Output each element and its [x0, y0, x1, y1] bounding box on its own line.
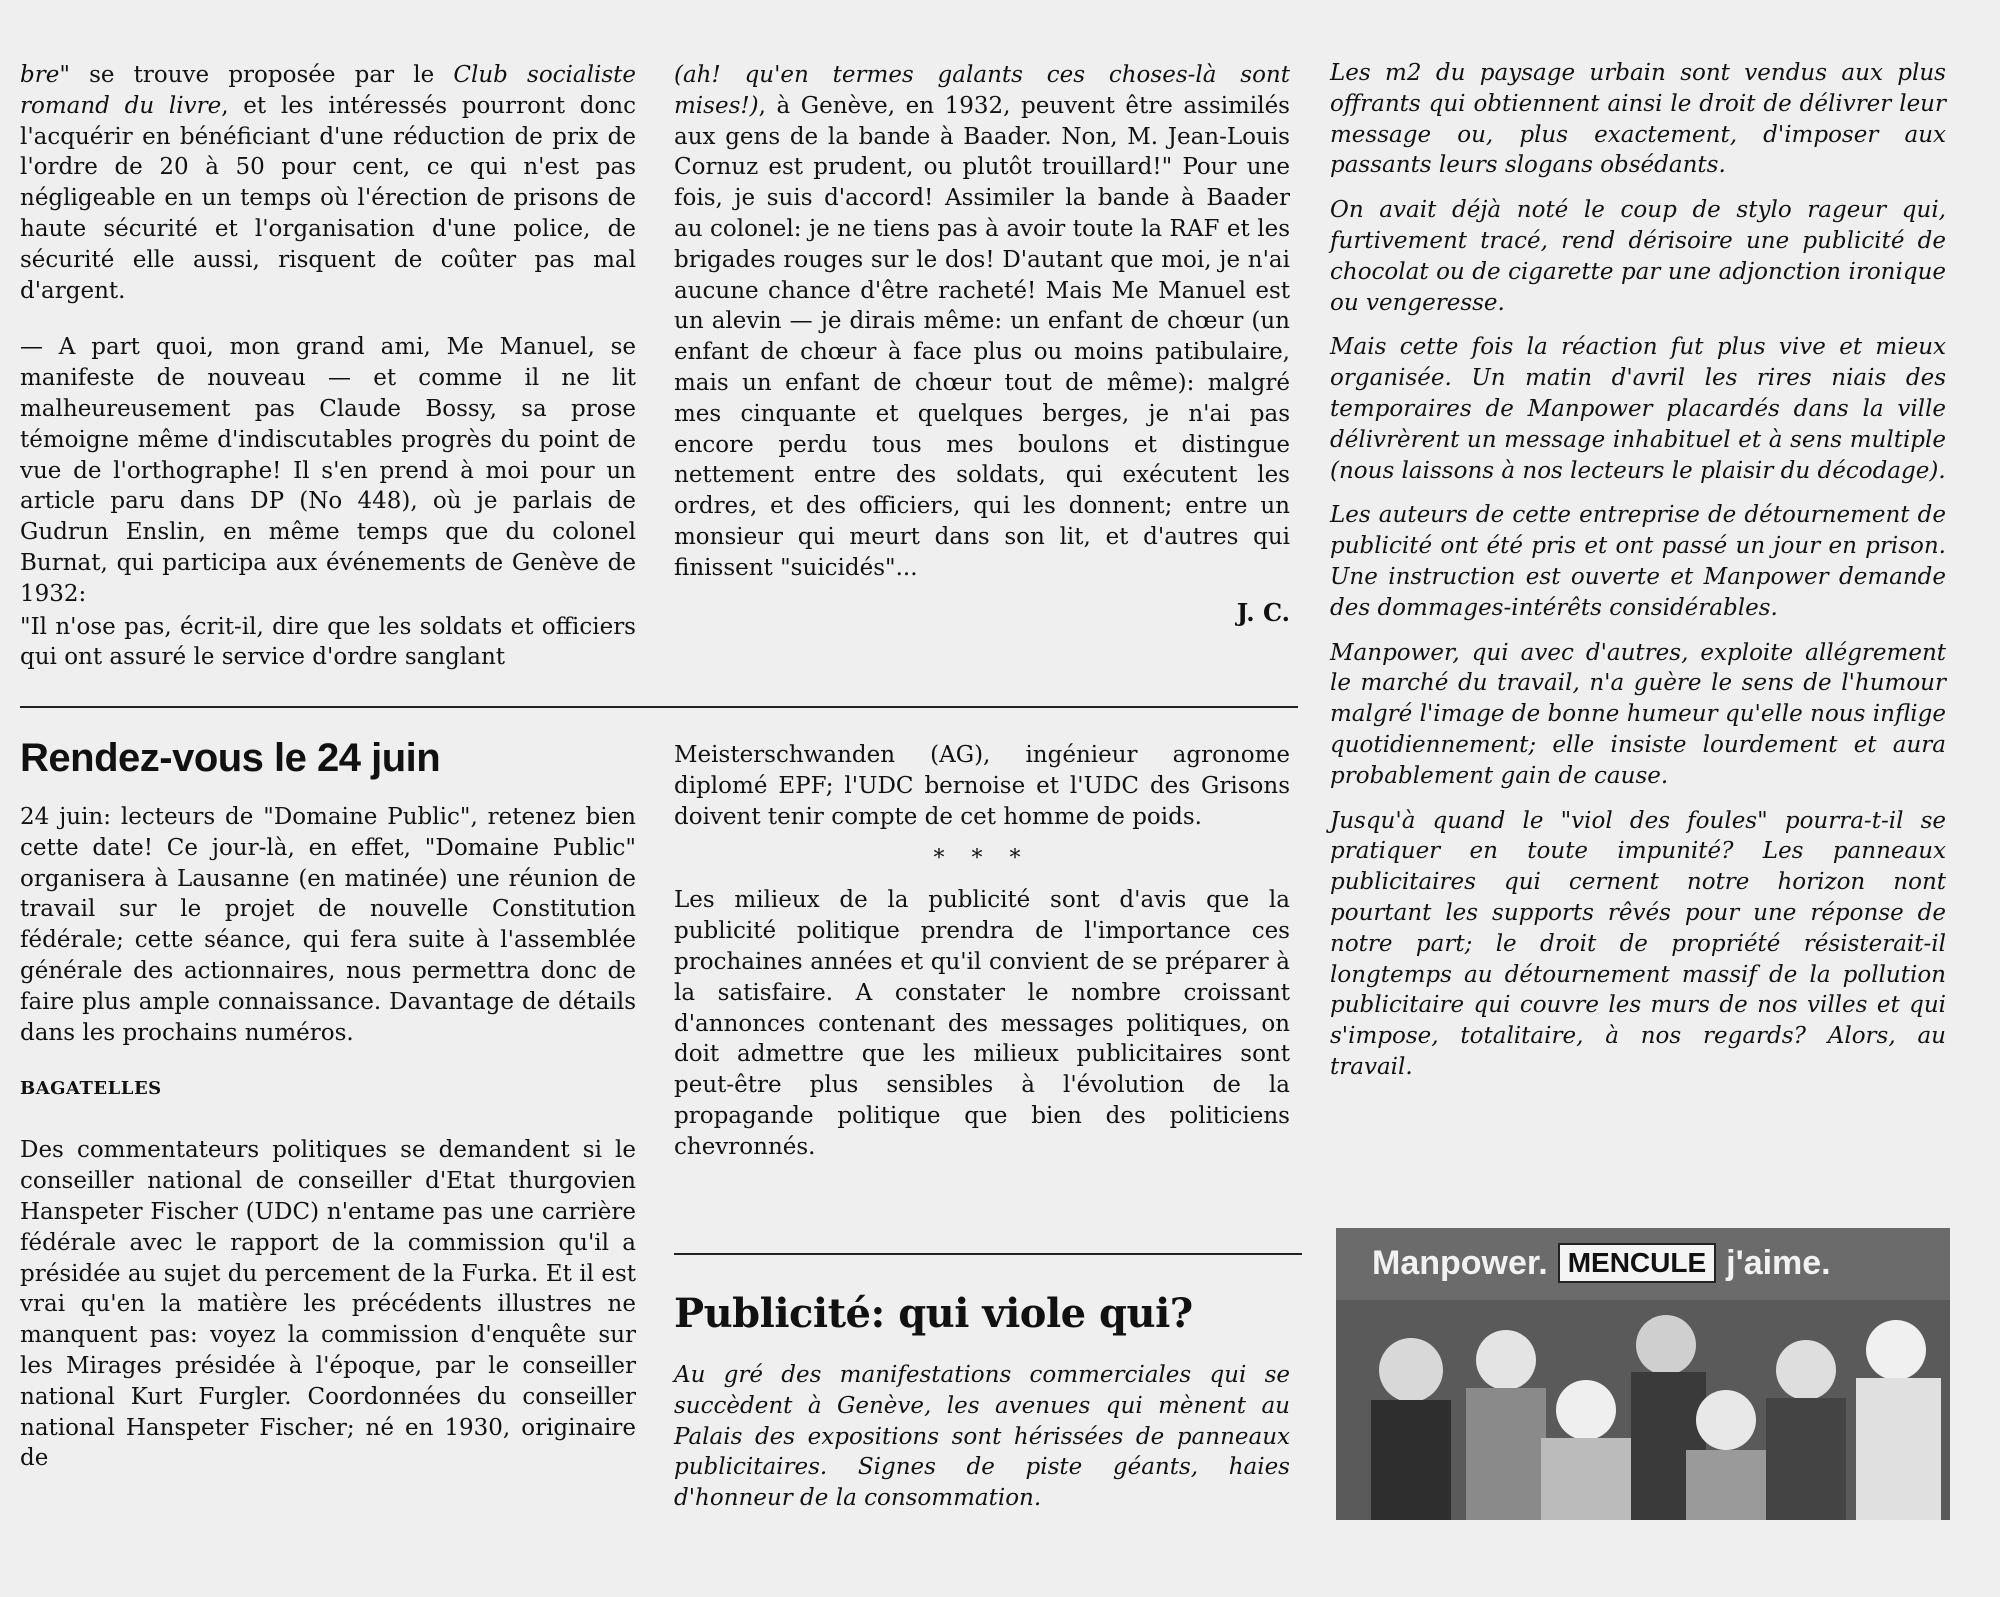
paragraph: 24 juin: lecteurs de "Domaine Public", retenez bien cette date! Ce jour-là, en effet, "Domaine Public" organisera à Lausanne (en matinée) une réunion de travail sur le projet de nouvelle Constitution fédérale; cette séance, qui fera suite à l'assemblée générale des actionnaires, nous permettra donc de faire plus ample connaissance. Davantage de détails dans les prochains numéros. — [20, 804, 636, 1046]
paragraph: Jusqu'à quand le "viol des foules" pourra-t-il se pratiquer en toute impunité? Les panneaux publicitaires qui cernent notre horizon nont pourtant les supports rêvés pour une réponse de notre part; le droit de propriété résisterait-il longtemps au détournement massif de la pollution publicitaire qui couvre les murs de nos villes et qui s'impose, totalitaire, à nos regards? Alors, au travail. — [1330, 807, 1946, 1080]
column-2-bottom — [674, 740, 1290, 1177]
manpower-ad-photo — [1336, 1228, 1950, 1520]
text-italic: (ah! qu'en termes galants ces choses-là sont mises!) — [674, 62, 1290, 119]
people-group-image — [1336, 1300, 1950, 1520]
paragraph: Mais cette fois la réaction fut plus vive et mieux organisée. Un matin d'avril les rires niais des temporaires de Manpower placardés dans la ville délivrèrent un message inhabituel et à sens multiple (nous laissons à nos lecteurs le plaisir du décodage). — [1330, 334, 1946, 484]
text-italic: bre" — [20, 62, 70, 88]
text: se trouve proposée par le — [69, 62, 454, 88]
author-signature: J. C. — [1236, 597, 1290, 627]
paragraph: Les auteurs de cette entreprise de détournement de publicité ont été pris et ont passé un jour en prison. Une instruction est ouverte et Manpower demande des dommages-intérêts considérables. — [1330, 502, 1946, 621]
text-italic: Club socialiste romand du livre — [20, 62, 636, 119]
paragraph: Les milieux de la publicité sont d'avis que la publicité politique prendra de l'importance ces prochaines années et qu'il convient de se préparer à la satisfaire. A constater le nombre croissant d'annonces contenant des messages politiques, on doit admettre que les milieux publicitaires sont peut-être plus sensibles à l'évolution de la propagande politique que bien des politiciens chevronnés. — [674, 887, 1290, 1160]
paragraph: — A part quoi, mon grand ami, Me Manuel, se manifeste de nouveau — et comme il ne lit malheureusement pas Claude Bossy, sa prose témoigne même d'indiscutables progrès du point de vue de l'orthographe! Il s'en prend à moi pour un article paru dans DP (No 448), où je parlais de Gudrun Enslin, en même temps que du colonel Burnat, qui participa aux événements de Genève de 1932: — [20, 334, 636, 607]
section-subheading: BAGATELLES — [20, 1078, 162, 1100]
section-divider — [674, 1253, 1302, 1255]
paragraph: Meisterschwanden (AG), ingénieur agronome diplomé EPF; l'UDC bernoise et l'UDC des Grisons doivent tenir compte de cet homme de poids. — [674, 742, 1290, 830]
column-1-bottom — [20, 734, 636, 1488]
text: , et les intéressés pourront donc l'acquérir en bénéficiant d'une réduction de prix de l'ordre de 20 à 50 pour cent, ce qui n'est pas négligeable en un temps où l'érection de prisons de haute sécurité et l'organisation d'une police, de sécurité elle aussi, risquent de coûter pas mal d'argent. — [20, 92, 636, 304]
column-1-top — [20, 60, 636, 687]
column-2-article — [674, 1290, 1290, 1528]
paragraph — [674, 60, 1290, 584]
quote-paragraph: "Il n'ose pas, écrit-il, dire que les soldats et officiers qui ont assuré le service d'ordre sanglant — [20, 613, 636, 671]
paragraph: Des commentateurs politiques se demandent si le conseiller national de conseiller d'Etat thurgovien Hanspeter Fischer (UDC) n'entame pas une carrière fédérale avec le rapport de la commission qu'il a présidée au sujet du percement de la Furka. Et il est vrai qu'en la matière les précédents illustres ne manquent pas: voyez la commission d'enquête sur les Mirages présidée à l'époque, par le conseiller national Kurt Furgler. Coordonnées du conseiller national Hanspeter Fischer; né en 1930, originaire de — [20, 1137, 636, 1472]
ad-banner — [1372, 1238, 1930, 1288]
article-heading: Publicité: qui viole qui? — [674, 1290, 1193, 1337]
paragraph — [20, 60, 636, 306]
column-2-top — [674, 60, 1290, 627]
paragraph: Manpower, qui avec d'autres, exploite allégrement le marché du travail, n'a guère le sens de l'humour malgré l'image de bonne humeur qu'elle nous inflige quotidiennement; elle insiste lourdement et aura probablement gain de cause. — [1330, 639, 1946, 789]
text: , à Genève, en 1932, peuvent être assimilés aux gens de la bande à Baader. Non, M. Jean-Louis Cornuz est prudent, ou plutôt trouillard!" Pour une fois, je suis d'accord! Assimiler la bande à Baader au colonel: je ne tiens pas à avoir toute la RAF et les brigades rouges sur le dos! D'autant que moi, je n'ai aucune chance d'être racheté! Mais Me Manuel est un alevin — je dirais même: un enfant de chœur (un enfant de chœur à face plus ou moins patibulaire, mais un enfant de chœur tout de même): malgré mes cinquante et quelques berges, je n'ai pas encore perdu tous mes boulons et distingue nettement entre des soldats, qui exécutent les ordres, et des officiers, qui les donnent; entre un monsieur qui meurt dans son lit, et d'autres qui finissent "suicidés"... — [674, 92, 1290, 581]
paragraph: Les m2 du paysage urbain sont vendus aux plus offrants qui obtiennent ainsi le droit de délivrer leur message ou, plus exactement, d'imposer aux passants leurs slogans obsédants. — [1330, 60, 1946, 179]
article-heading: Rendez-vous le 24 juin — [20, 736, 441, 780]
paragraph: On avait déjà noté le coup de stylo rageur qui, furtivement tracé, rend dérisoire une publicité de chocolat ou de cigarette par une adjonction ironique ou vengeresse. — [1330, 197, 1946, 316]
column-3 — [1330, 58, 1946, 1097]
article-intro: Au gré des manifestations commerciales qui se succèdent à Genève, les avenues qui mènent au Palais des expositions sont hérissées de panneaux publicitaires. Signes de piste géants, haies d'honneur de la consommation. — [674, 1362, 1290, 1512]
banner-box-word: MENCULE — [1558, 1243, 1716, 1283]
banner-text: j'aime. — [1726, 1243, 1831, 1282]
banner-text: Manpower. — [1372, 1243, 1548, 1282]
section-divider — [20, 706, 1298, 708]
separator-stars: * * * — [933, 846, 1031, 872]
